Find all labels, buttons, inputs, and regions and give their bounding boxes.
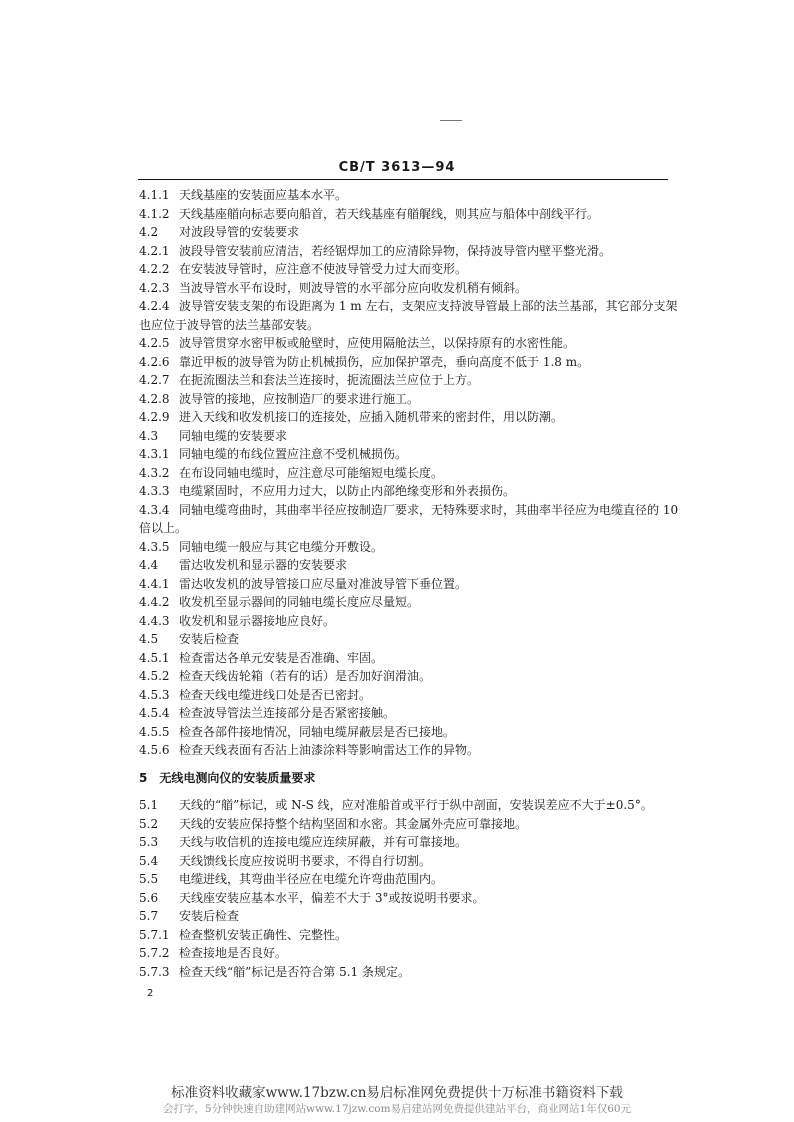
clause-line bbox=[139, 815, 669, 834]
clause-line bbox=[139, 316, 669, 335]
clause-number: 4.3.1 bbox=[139, 447, 170, 461]
clause-text: 倍以上。 bbox=[139, 521, 188, 535]
clause-number: 4.5.1 bbox=[139, 650, 170, 665]
clause-number: 5.2 bbox=[139, 816, 159, 831]
clause-text: 检查天线齿轮箱（若有的话）是否加好润滑油。 bbox=[179, 669, 432, 683]
clause-number: 4.2.4 bbox=[139, 299, 170, 313]
clause-line bbox=[139, 963, 669, 982]
clause-number: 4.3 bbox=[139, 428, 159, 443]
clause-number: 5.7.2 bbox=[139, 946, 170, 960]
clause-line bbox=[139, 686, 669, 705]
clause-line bbox=[139, 279, 669, 298]
clause-text: 天线的“艏”标记，或 N-S 线，应对准船首或平行于纵中剖面，安装误差应不大于±0.5°。 bbox=[179, 798, 653, 812]
footer-watermark-line-2: 会打字，5分钟快速自助建网站www.17jzw.com易启建站网免费提供建站平台，商业网站1年仅60元 bbox=[162, 1103, 632, 1115]
clause-line bbox=[139, 538, 669, 557]
clause-line bbox=[139, 427, 669, 446]
clause-line bbox=[139, 870, 669, 889]
clause-line bbox=[139, 852, 669, 871]
clause-text: 也应位于波导管的法兰基部安装。 bbox=[139, 317, 320, 332]
clause-number: 4.2.9 bbox=[139, 410, 170, 424]
clause-number: 4.2.2 bbox=[139, 262, 170, 276]
clause-number: 4.3.3 bbox=[139, 484, 170, 498]
clause-number: 4.4.2 bbox=[139, 595, 170, 609]
clause-line bbox=[139, 519, 669, 538]
clause-text: 检查天线电缆进线口处是否已密封。 bbox=[179, 687, 372, 702]
clause-number: 4.1.2 bbox=[139, 206, 170, 221]
clause-text: 检查波导管法兰连接部分是否紧密接触。 bbox=[179, 706, 396, 720]
clause-text: 波段导管安装前应清洁，若经锯焊加工的应清除异物，保持波导管内壁平整光滑。 bbox=[179, 243, 612, 258]
clause-line bbox=[139, 926, 669, 945]
clause-text: 在安装波导管时，应注意不使波导管受力过大而变形。 bbox=[179, 262, 468, 276]
clause-number: 4.2.1 bbox=[139, 243, 170, 258]
clause-number: 4.3.2 bbox=[139, 465, 170, 480]
clause-line bbox=[139, 464, 669, 483]
clause-text: 安装后检查 bbox=[179, 632, 240, 646]
clause-number: 5.3 bbox=[139, 835, 159, 849]
section-4-content bbox=[139, 186, 679, 760]
section-5-heading: 5 无线电测向仪的安装质量要求 bbox=[139, 770, 316, 785]
clause-number: 5.7.3 bbox=[139, 964, 170, 979]
clause-text: 进入天线和收发机接口的连接处，应插入随机带来的密封件，用以防潮。 bbox=[179, 410, 564, 424]
clause-text: 同轴电缆的安装要求 bbox=[179, 428, 288, 443]
document-body bbox=[139, 186, 679, 981]
clause-line bbox=[139, 223, 669, 242]
clause-text: 当波导管水平布设时，则波导管的水平部分应向收发机稍有倾斜。 bbox=[179, 280, 528, 295]
clause-text: 同轴电缆一般应与其它电缆分开敷设。 bbox=[179, 539, 384, 554]
clause-text: 同轴电缆的布线位置应注意不受机械损伤。 bbox=[179, 447, 408, 461]
clause-text: 安装后检查 bbox=[179, 909, 240, 923]
clause-text: 天线与收信机的连接电缆应连续屏蔽，并有可靠接地。 bbox=[179, 835, 468, 849]
clause-line bbox=[139, 186, 669, 205]
clause-line bbox=[139, 371, 669, 390]
clause-number: 4.4.1 bbox=[139, 576, 170, 591]
clause-number: 5.5 bbox=[139, 872, 159, 886]
top-mark bbox=[440, 120, 462, 121]
clause-line bbox=[139, 833, 669, 852]
clause-number: 4.2.5 bbox=[139, 336, 170, 350]
clause-line bbox=[139, 501, 679, 520]
clause-line bbox=[139, 408, 669, 427]
clause-text: 收发机和显示器接地应良好。 bbox=[179, 613, 336, 628]
clause-line bbox=[139, 445, 669, 464]
clause-line bbox=[139, 723, 669, 742]
clause-number: 5.4 bbox=[139, 853, 159, 868]
clause-text: 同轴电缆弯曲时，其曲率半径应按制造厂要求，无特殊要求时，其曲率半径应为电缆直径的 10 bbox=[179, 502, 679, 517]
clause-text: 检查天线表面有否沾上油漆涂料等影响雷达工作的异物。 bbox=[179, 743, 480, 757]
clause-text: 波导管贯穿水密甲板或舱壁时，应使用隔舱法兰，以保持原有的水密性能。 bbox=[179, 336, 576, 350]
clause-text: 雷达收发机和显示器的安装要求 bbox=[179, 558, 348, 572]
clause-line bbox=[139, 390, 669, 409]
clause-text: 天线基座艏向标志要向船首，若天线基座有艏艉线，则其应与船体中剖线平行。 bbox=[179, 206, 600, 221]
clause-line bbox=[139, 907, 669, 926]
clause-text: 天线基座的安装面应基本水平。 bbox=[179, 188, 348, 202]
clause-text: 天线的安装应保持整个结构坚固和水密。其金属外壳应可靠接地。 bbox=[179, 816, 528, 831]
clause-line bbox=[139, 796, 669, 815]
clause-line bbox=[139, 575, 669, 594]
clause-line bbox=[139, 612, 669, 631]
clause-number: 4.4 bbox=[139, 558, 159, 572]
clause-number: 5.1 bbox=[139, 798, 159, 812]
clause-text: 检查各部件接地情况，同轴电缆屏蔽层是否已接地。 bbox=[179, 724, 456, 739]
clause-number: 4.5.3 bbox=[139, 687, 170, 702]
clause-text: 检查接地是否良好。 bbox=[179, 946, 288, 960]
clause-text: 天线馈线长度应按说明书要求，不得自行切割。 bbox=[179, 853, 432, 868]
clause-text: 天线座安装应基本水平，偏差不大于 3°或按说明书要求。 bbox=[179, 890, 485, 905]
section-5-content bbox=[139, 796, 669, 981]
clause-line bbox=[139, 556, 669, 575]
clause-text: 电缆进线，其弯曲半径应在电缆允许弯曲范围内。 bbox=[179, 872, 444, 886]
clause-text: 检查雷达各单元安装是否准确、牢固。 bbox=[179, 650, 384, 665]
clause-number: 4.2.6 bbox=[139, 354, 170, 369]
clause-line bbox=[139, 242, 669, 261]
clause-number: 4.1.1 bbox=[139, 188, 170, 202]
clause-number: 4.2.8 bbox=[139, 391, 170, 406]
clause-text: 雷达收发机的波导管接口应尽量对准波导管下垂位置。 bbox=[179, 576, 468, 591]
clause-text: 波导管安装支架的布设距离为 1 m 左右，支架应支持波导管最上部的法兰基部，其它部分支架 bbox=[179, 299, 678, 313]
clause-number: 4.2.3 bbox=[139, 280, 170, 295]
clause-line bbox=[139, 649, 669, 668]
clause-number: 4.4.3 bbox=[139, 613, 170, 628]
clause-number: 4.5.2 bbox=[139, 669, 170, 683]
clause-number: 4.5.5 bbox=[139, 724, 170, 739]
clause-number: 4.2 bbox=[139, 225, 159, 239]
clause-number: 4.3.4 bbox=[139, 502, 170, 517]
clause-line bbox=[139, 944, 669, 963]
clause-line bbox=[139, 704, 669, 723]
clause-line bbox=[139, 630, 669, 649]
clause-line bbox=[139, 667, 669, 686]
clause-number: 4.5.6 bbox=[139, 743, 170, 757]
clause-text: 检查天线“艏”标记是否符合第 5.1 条规定。 bbox=[179, 964, 410, 979]
clause-line bbox=[139, 741, 669, 760]
clause-text: 在布设同轴电缆时，应注意尽可能缩短电缆长度。 bbox=[179, 465, 444, 480]
clause-text: 收发机至显示器间的同轴电缆长度应尽量短。 bbox=[179, 595, 420, 609]
clause-text: 波导管的接地，应按制造厂的要求进行施工。 bbox=[179, 391, 420, 406]
clause-number: 4.5 bbox=[139, 632, 159, 646]
clause-text: 检查整机安装正确性、完整性。 bbox=[179, 927, 348, 942]
clause-line bbox=[139, 334, 669, 353]
clause-text: 靠近甲板的波导管为防止机械损伤，应加保护罩壳，垂向高度不低于 1.8 m。 bbox=[179, 354, 590, 369]
clause-line bbox=[139, 353, 669, 372]
header-rule bbox=[138, 179, 668, 180]
clause-line bbox=[139, 260, 669, 279]
standard-number-header: CB/T 3613—94 bbox=[338, 160, 456, 175]
clause-number: 5.7.1 bbox=[139, 927, 170, 942]
footer-watermark-line-1: 标准资料收藏家www.17bzw.cn易启标准网免费提供十万标准书籍资料下载 bbox=[171, 1085, 623, 1101]
clause-line bbox=[139, 482, 669, 501]
clause-text: 电缆紧固时，不应用力过大，以防止内部绝缘变形和外表损伤。 bbox=[179, 484, 516, 498]
clause-line bbox=[139, 205, 669, 224]
page-number: 2 bbox=[147, 988, 154, 999]
clause-line bbox=[139, 889, 669, 908]
clause-number: 4.3.5 bbox=[139, 539, 170, 554]
clause-number: 5.7 bbox=[139, 909, 159, 923]
clause-text: 对波段导管的安装要求 bbox=[179, 225, 300, 239]
clause-number: 4.5.4 bbox=[139, 706, 170, 720]
clause-number: 4.2.7 bbox=[139, 373, 170, 387]
clause-line bbox=[139, 297, 678, 316]
clause-line bbox=[139, 593, 669, 612]
clause-number: 5.6 bbox=[139, 890, 159, 905]
clause-text: 在扼流圈法兰和套法兰连接时，扼流圈法兰应位于上方。 bbox=[179, 373, 480, 387]
